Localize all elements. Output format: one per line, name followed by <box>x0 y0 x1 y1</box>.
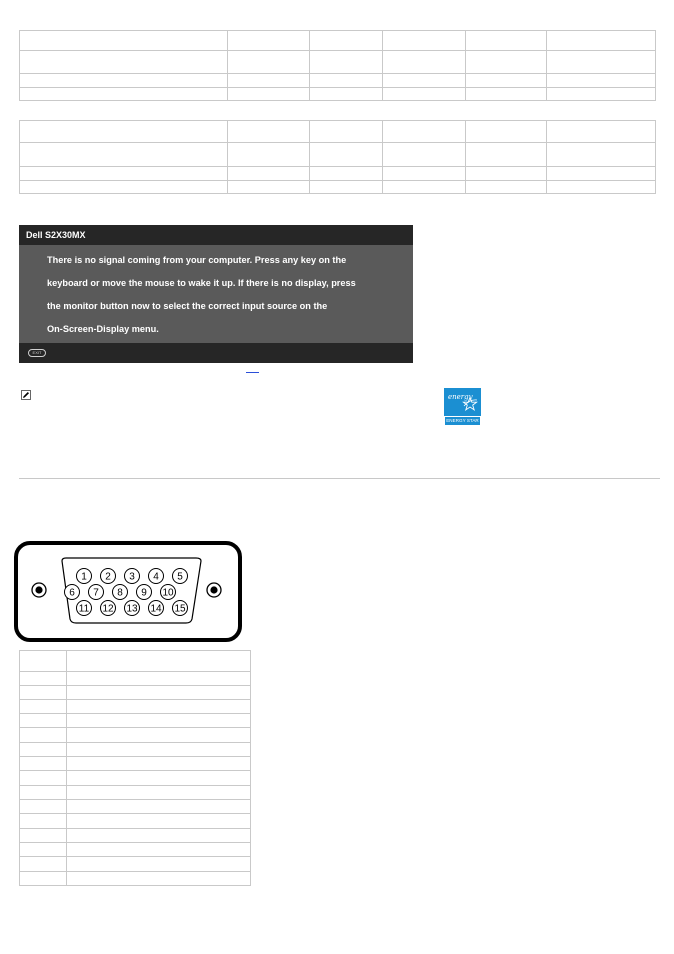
pin-assignment-table <box>19 650 251 886</box>
osd-title: Dell S2X30MX <box>19 225 413 245</box>
energy-star-script: energy <box>448 393 473 401</box>
vga-pin-label-7: 7 <box>93 587 99 599</box>
vga-pin-label-1: 1 <box>81 571 87 583</box>
vga-connector-diagram <box>14 541 242 642</box>
vga-pin-label-2: 2 <box>105 571 111 583</box>
vga-pin-label-5: 5 <box>177 571 183 583</box>
energy-star-logo <box>444 388 481 426</box>
vga-pin-label-8: 8 <box>117 587 123 599</box>
osd-message <box>19 245 413 343</box>
section-divider <box>19 478 660 479</box>
vga-pin-label-3: 3 <box>129 571 135 583</box>
spec-table-1 <box>19 30 656 101</box>
vga-pin-label-6: 6 <box>69 587 75 599</box>
footnote-link[interactable] <box>246 366 259 373</box>
vga-pin-label-9: 9 <box>141 587 147 599</box>
vga-pin-label-15: 15 <box>174 603 186 615</box>
star-icon <box>462 396 478 412</box>
energy-star-label: ENERGY STAR <box>446 418 479 423</box>
vga-pin-label-11: 11 <box>78 603 90 615</box>
osd-message-line-3: the monitor button now to select the correct input source on the <box>47 301 328 311</box>
note-pencil-icon <box>21 390 31 400</box>
vga-pin-label-13: 13 <box>126 603 138 615</box>
vga-pin-label-14: 14 <box>150 603 162 615</box>
osd-no-signal-dialog <box>19 225 413 363</box>
osd-footer <box>19 343 413 363</box>
spec-table-2 <box>19 120 656 194</box>
vga-pin-label-4: 4 <box>153 571 159 583</box>
osd-message-line-1: There is no signal coming from your computer. Press any key on the <box>47 255 347 265</box>
exit-button-icon: EXIT <box>28 349 46 357</box>
osd-message-line-4: On-Screen-Display menu. <box>47 324 159 334</box>
vga-pin-label-12: 12 <box>102 603 114 615</box>
vga-pin-label-10: 10 <box>162 587 174 599</box>
osd-message-line-2: keyboard or move the mouse to wake it up. If there is no display, press <box>47 278 356 288</box>
